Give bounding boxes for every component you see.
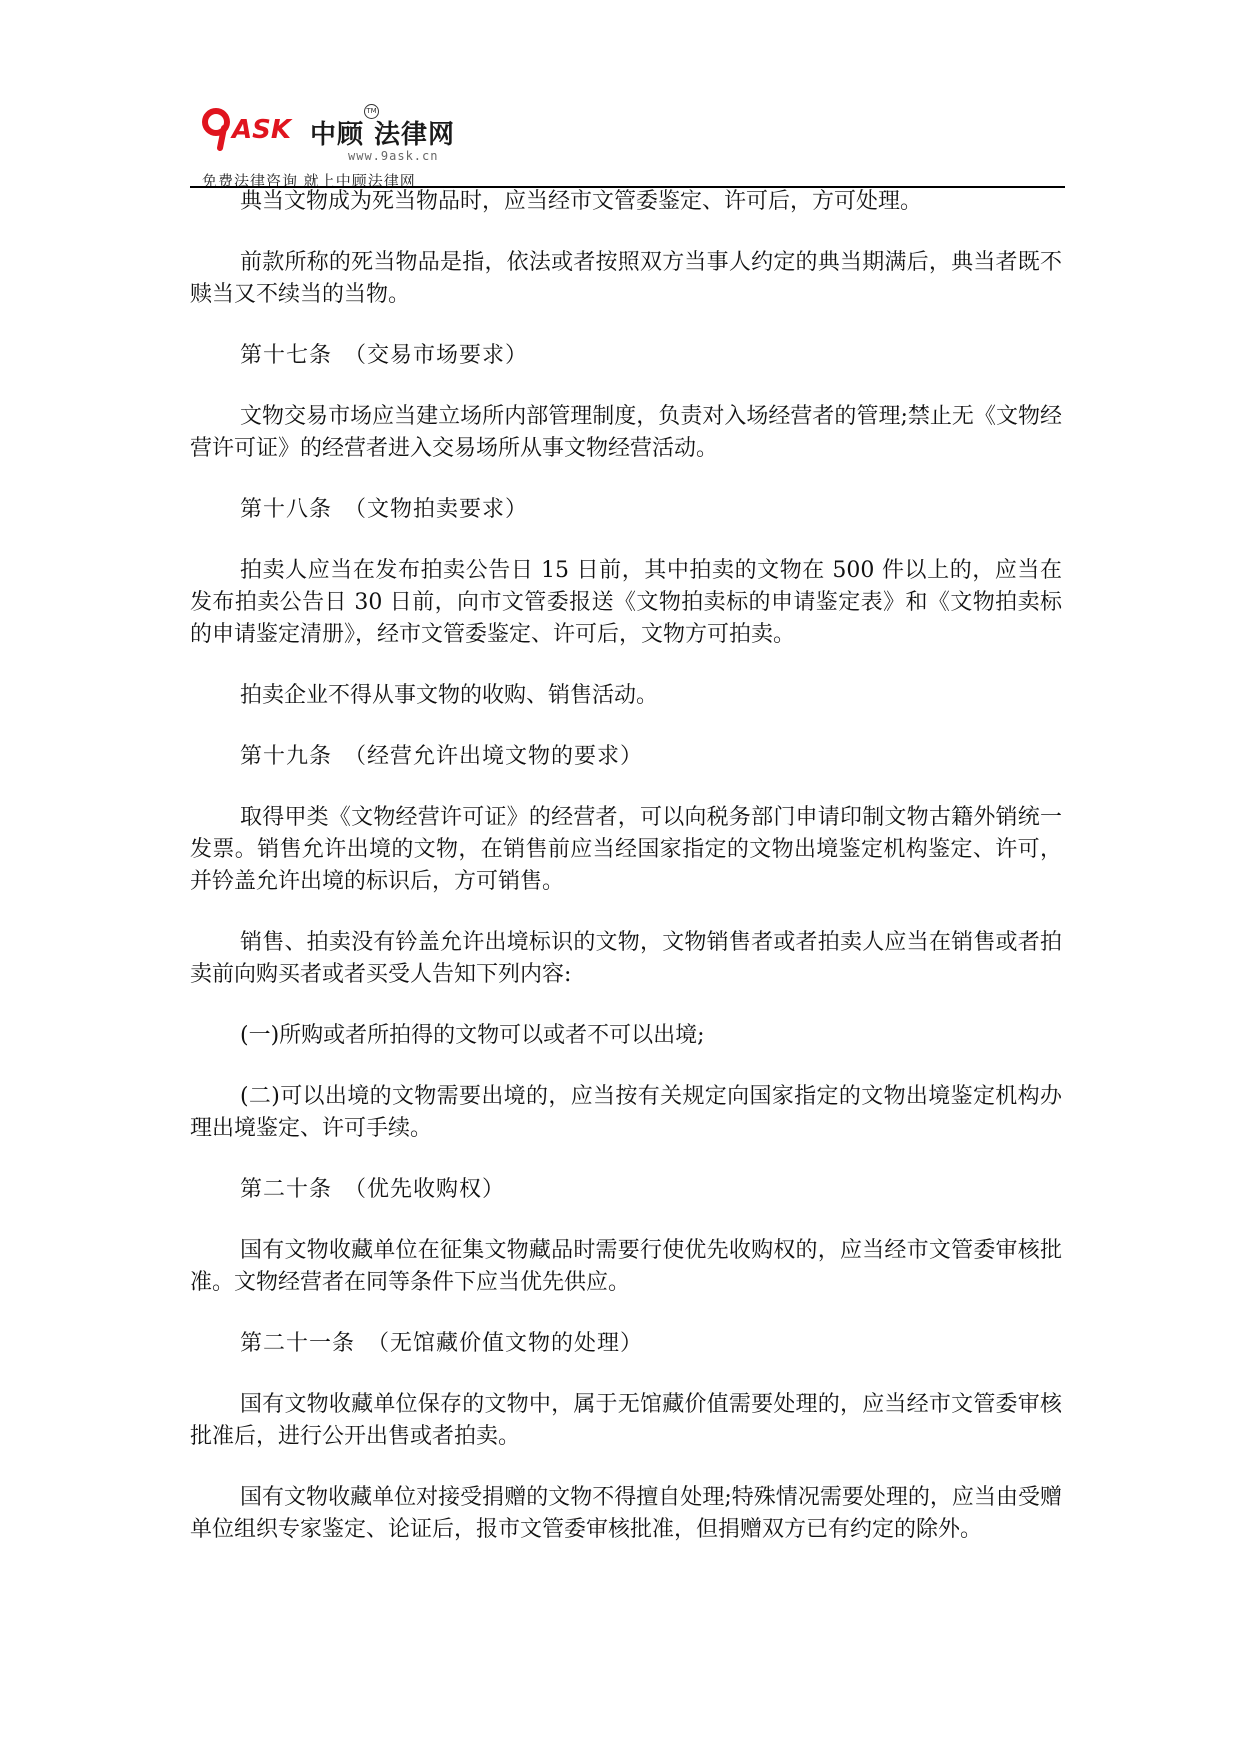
logo-9ask-mark (202, 104, 308, 154)
trademark-badge: TM (364, 104, 379, 119)
list-item: (一)所购或者所拍得的文物可以或者不可以出境; (240, 1023, 705, 1048)
list-item: (二)可以出境的文物需要出境的，应当按有关规定向国家指定的文物出境鉴定机构办理出境鉴定、许可手续。 (190, 1084, 1062, 1141)
paragraph: 文物交易市场应当建立场所内部管理制度，负责对入场经营者的管理;禁止无《文物经营许可证》的经营者进入交易场所从事文物经营活动。 (190, 404, 1062, 461)
paragraph: 典当文物成为死当物品时，应当经市文管委鉴定、许可后，方可处理。 (240, 189, 923, 214)
logo-slogan: 免费法律咨询 就上中顾法律网 (202, 172, 416, 190)
paragraph: 拍卖人应当在发布拍卖公告日 15 日前，其中拍卖的文物在 500 件以上的，应当在发布拍卖公告日 30 日前，向市文管委报送《文物拍卖标的申请鉴定表》和《文物拍卖标的申请鉴定清册》，经市文管委鉴定、许可后，文物方可拍卖。 (190, 558, 1062, 647)
article-heading: 第十七条 （交易市场要求） (240, 343, 529, 368)
logo-url: www.9ask.cn (348, 149, 439, 163)
paragraph: 前款所称的死当物品是指，依法或者按照双方当事人约定的典当期满后，典当者既不赎当又不续当的当物。 (190, 250, 1062, 307)
svg-text:ASK: ASK (232, 115, 291, 145)
article-heading: 第十九条 （经营允许出境文物的要求） (240, 744, 644, 769)
paragraph: 取得甲类《文物经营许可证》的经营者，可以向税务部门申请印制文物古籍外销统一发票。销售允许出境的文物，在销售前应当经国家指定的文物出境鉴定机构鉴定、许可，并钤盖允许出境的标识后，方可销售。 (190, 805, 1062, 894)
article-heading: 第十八条 （文物拍卖要求） (240, 497, 529, 522)
paragraph: 销售、拍卖没有钤盖允许出境标识的文物，文物销售者或者拍卖人应当在销售或者拍卖前向购买者或者买受人告知下列内容: (190, 930, 1062, 987)
document-body (190, 186, 1062, 1575)
document-header (190, 92, 1065, 188)
article-heading: 第二十条 （优先收购权） (240, 1177, 506, 1202)
paragraph: 拍卖企业不得从事文物的收购、销售活动。 (240, 683, 659, 708)
paragraph: 国有文物收藏单位在征集文物藏品时需要行使优先收购权的，应当经市文管委审核批准。文物经营者在同等条件下应当优先供应。 (190, 1238, 1062, 1295)
logo-brand-name: 中顾 法律网 (310, 120, 456, 150)
paragraph: 国有文物收藏单位保存的文物中，属于无馆藏价值需要处理的，应当经市文管委审核批准后，进行公开出售或者拍卖。 (190, 1392, 1062, 1449)
logo[interactable] (202, 104, 462, 190)
paragraph: 国有文物收藏单位对接受捐赠的文物不得擅自处理;特殊情况需要处理的，应当由受赠单位组织专家鉴定、论证后，报市文管委审核批准，但捐赠双方已有约定的除外。 (190, 1485, 1062, 1542)
article-heading: 第二十一条 （无馆藏价值文物的处理） (240, 1331, 644, 1356)
